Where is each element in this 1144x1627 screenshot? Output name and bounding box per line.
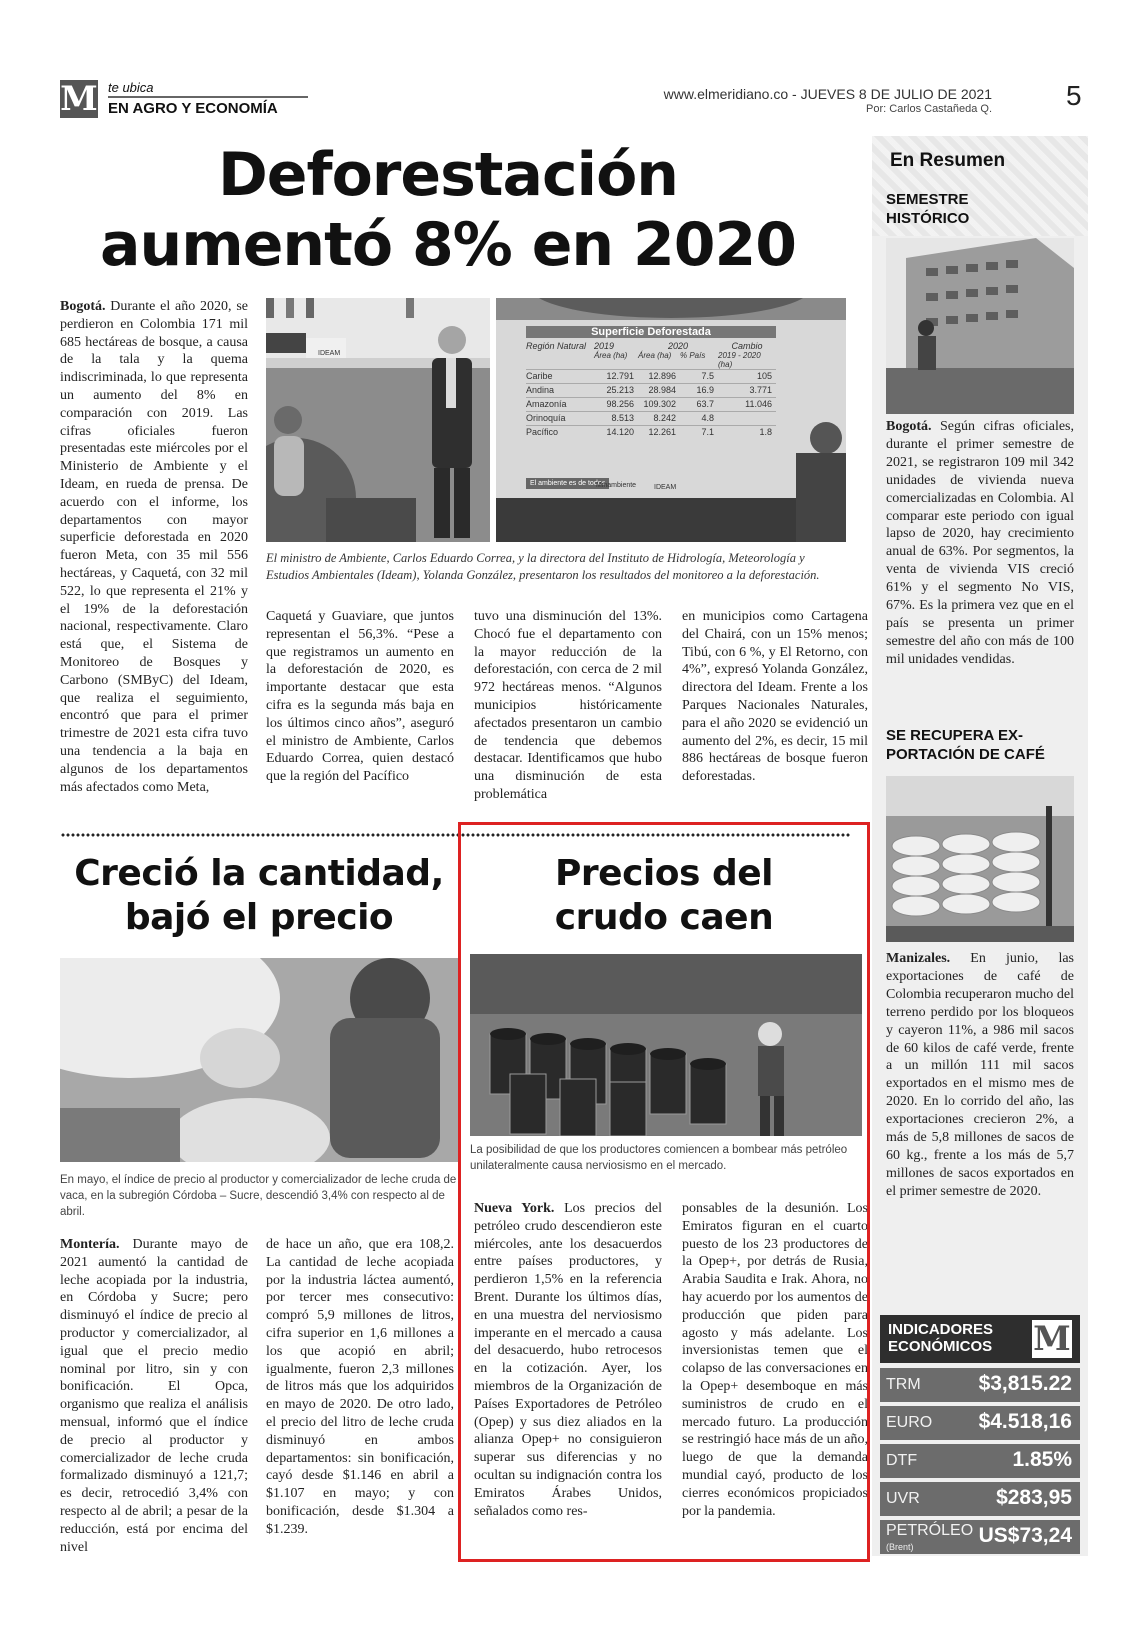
screen-table-cell: Pacífico bbox=[526, 427, 559, 437]
screen-table-cell: Andina bbox=[526, 385, 555, 395]
oil-story-col1-text: Los precios del petróleo crudo descendieron este miércoles, ante los desacuerdos entre países productores, y perdieron 1,5% en la referencia Brent. Durante los últimos días, en una muestra del nerviosismo imperante en el mercado a causa del desacuerdo, hubo retrocesos en la cotización. Ayer, los miembros de la Organización de Países Exportadores de Petróleo (Opep) y sus diez aliados en la alianza Opep+ no consiguieron superar sus diferencias y no ocultan su indignación contra los Emiratos Árabes Unidos, señalados como res- bbox=[474, 1201, 662, 1519]
sidebar-item1-body: Según cifras oficiales, durante el primer semestre de 2021, se registraron 109 mil 342 unidades de vivienda nueva comercializadas en Colombia. Al comparar este periodo con igual lapso de 2020, hay crecimiento anual de 63%. Por segmentos, la venta de vivienda VIS creció 61% y el segmento No VIS, 67%. Es la primera vez que en el país se presenta un primer semestre del año con más de 100 mil unidades vendidas. bbox=[886, 419, 1074, 667]
sidebar-item1-heading bbox=[886, 190, 969, 228]
sidebar-item2-body: En junio, las exportaciones de café de Colombia recuperaron mucho del terreno perdido por los bloqueos y cayeron 11%, a 986 mil sacos de 60 kilos de café verde, frente a un millón 111 mil sacos exportados en el mismo mes de 2020. En lo corrido del año, las exportaciones crecieron 2%, a más de 5,8 millones de sacos de 60 kg., frente a los más de 5,7 millones de sacos exportados en el primer semestre de 2020. bbox=[886, 951, 1074, 1199]
indicator-value: $283,95 bbox=[996, 1486, 1072, 1509]
section-rule bbox=[108, 96, 308, 98]
screen-table bbox=[526, 326, 776, 439]
milk-headline bbox=[60, 852, 458, 940]
screen-table-cell: 105 bbox=[756, 371, 772, 381]
milk-headline-line2: bajó el precio bbox=[124, 897, 394, 938]
podium-sign: IDEAM bbox=[318, 350, 341, 357]
screen-table-row bbox=[526, 369, 776, 383]
indicator-row bbox=[880, 1368, 1080, 1402]
indicator-label: UVR bbox=[886, 1490, 920, 1507]
indicator-value: US$73,24 bbox=[978, 1524, 1072, 1547]
col-2020: 2020 bbox=[667, 341, 689, 351]
screen-table-rows bbox=[526, 369, 776, 439]
screen-table-cell: 98.256 bbox=[606, 399, 634, 409]
sub-pais: % País bbox=[680, 351, 706, 360]
screen-table-subheader bbox=[526, 351, 776, 369]
screen-table-cell: 14.120 bbox=[606, 427, 634, 437]
photo-coffee-sacks bbox=[886, 776, 1074, 942]
sidebar-item2-heading-line2: PORTACIÓN DE CAFÉ bbox=[886, 746, 1045, 763]
screen-footer-mid: Minambiente bbox=[596, 482, 637, 489]
indicator-label: TRM bbox=[886, 1376, 921, 1393]
sidebar-item2-text bbox=[886, 950, 1074, 1201]
sidebar-item2-heading bbox=[886, 726, 1045, 764]
screen-table-header bbox=[526, 341, 776, 351]
screen-table-cell: 4.8 bbox=[701, 413, 714, 423]
screen-table-cell: 1.8 bbox=[759, 427, 772, 437]
sidebar-item1-text bbox=[886, 418, 1074, 669]
screen-table-row bbox=[526, 397, 776, 411]
site-and-date: www.elmeridiano.co - JUEVES 8 DE JULIO DE 2021 bbox=[663, 86, 992, 102]
indicator-value: $3,815.22 bbox=[978, 1372, 1072, 1395]
sidebar-item2-dateline: Manizales. bbox=[886, 951, 951, 966]
highlight-box bbox=[458, 822, 870, 1562]
main-photo-caption: El ministro de Ambiente, Carlos Eduardo Correa, y la directora del Instituto de Hidrología, Meteorología y Estudios Ambientales (Ideam), Yolanda González, presentaron los resultados del monitoreo a la deforestación. bbox=[266, 551, 820, 582]
oil-story-dateline: Nueva York. bbox=[474, 1201, 555, 1216]
screen-table-cell: 12.791 bbox=[606, 371, 634, 381]
screen-table-cell: 7.5 bbox=[701, 371, 714, 381]
screen-table-cell: 12.261 bbox=[648, 427, 676, 437]
indicators-title-line1: INDICADORES bbox=[888, 1321, 994, 1338]
screen-footer-left: El ambiente es de todos bbox=[526, 478, 609, 489]
indicator-label: EURO bbox=[886, 1414, 933, 1431]
screen-table-cell: 28.984 bbox=[648, 385, 676, 395]
indicators-title-line2: ECONÓMICOS bbox=[888, 1338, 993, 1355]
screen-table-cell: 3.771 bbox=[749, 385, 772, 395]
screen-table-cell bbox=[718, 412, 776, 425]
indicator-value: $4.518,16 bbox=[978, 1410, 1072, 1433]
photo-housing-construction bbox=[886, 238, 1074, 414]
main-story-col1 bbox=[60, 298, 248, 828]
indicator-row bbox=[880, 1482, 1080, 1516]
indicator-row bbox=[880, 1444, 1080, 1478]
housing-illustration bbox=[886, 238, 1074, 414]
milk-story-col1-text: Durante mayo de 2021 aumentó la cantidad de leche acopiada por la industria, en Córdoba y Sucre; pero disminuyó el índice de precio al productor y comercializador, al igual que el precio medio nominal por litro, sin y con bonificación. El Opca, organismo que realiza el análisis mensual, informó que el índice de precio al productor y comercializador de leche cruda formalizado disminuyó a 121,7; es decir, retrocedió 3,4% con respecto al de abril; a pesar de la reducción, está por encima del nivel bbox=[60, 1237, 248, 1555]
indicator-label: PETRÓLEO bbox=[886, 1522, 974, 1539]
indicator-label: DTF bbox=[886, 1452, 918, 1469]
screen-table-cell: Orinoquía bbox=[526, 413, 566, 423]
masthead-logo: M bbox=[60, 79, 98, 119]
page-number: 5 bbox=[1066, 80, 1082, 111]
oil-story-col2: ponsables de la desunión. Los Emiratos figuran en el cuarto puesto de los 23 productores de la Opep+, por detrás de Rusia, Arabia Saudita e Irak. Ahora, no hay acuerdo por los aumentos de producción que piden para agosto y más adelante. Los inversionistas temen que el colapso de las conversaciones en la Opep+ desemboque en más suministros de crudo en el mercado futuro. La producción se restringió hace más de un año, luego de que la demanda mundial cayó, producto de los cierres económicos propiciados por la pandemia. bbox=[682, 1201, 868, 1519]
main-story-col4: en municipios como Cartagena del Chairá, con un 15% menos; Tibú, con 6 %, y El Retorno, con 4%”, expresó Yolanda González, directora del Ideam. Frente a los Parques Nacionales Naturales, para el año 2020 se evidenció un aumento del 2%, es decir, 15 mil 886 hectáreas de bosque fueron deforestadas. bbox=[682, 609, 868, 785]
screen-table-title: Superficie Deforestada bbox=[526, 326, 776, 338]
screen-table-row bbox=[526, 411, 776, 425]
milk-story-dateline: Montería. bbox=[60, 1237, 120, 1252]
oil-photo-caption: La posibilidad de que los productores comiencen a bombear más petróleo unilateralmente causa nerviosismo en el mercado. bbox=[470, 1144, 848, 1172]
photo-deforestation-table bbox=[496, 298, 846, 542]
oil-headline-line2: crudo caen bbox=[554, 897, 774, 938]
sub-range: 2019 - 2020 (ha) bbox=[718, 351, 761, 369]
photo-milking bbox=[60, 958, 458, 1162]
main-headline-line1: Deforestación bbox=[217, 140, 679, 210]
main-headline bbox=[60, 140, 836, 280]
photo-press-conference bbox=[266, 298, 490, 542]
screen-footer-right: IDEAM bbox=[654, 484, 677, 491]
oil-headline-line1: Precios del bbox=[555, 853, 773, 894]
indicator-row bbox=[880, 1406, 1080, 1440]
col-region: Región Natural bbox=[526, 341, 587, 351]
indicator-value: 1.85% bbox=[1012, 1448, 1072, 1471]
main-story-dateline: Bogotá. bbox=[60, 299, 106, 314]
screen-table-cell: 12.896 bbox=[648, 371, 676, 381]
coffee-sacks-illustration bbox=[886, 776, 1074, 942]
indicator-row bbox=[880, 1520, 1080, 1554]
sub-area-2019: Área (ha) bbox=[594, 351, 628, 360]
indicator-sublabel: (Brent) bbox=[886, 1542, 914, 1552]
milk-headline-line1: Creció la cantidad, bbox=[74, 853, 444, 894]
byline: Por: Carlos Castañeda Q. bbox=[866, 103, 992, 115]
section-title: EN AGRO Y ECONOMÍA bbox=[108, 100, 278, 117]
milking-illustration bbox=[60, 958, 458, 1162]
screen-table-row bbox=[526, 425, 776, 439]
screen-table-cell: 25.213 bbox=[606, 385, 634, 395]
screen-table-cell: 16.9 bbox=[696, 385, 714, 395]
section-kicker: te ubica bbox=[108, 80, 154, 95]
press-conference-illustration bbox=[266, 298, 490, 542]
screen-table-cell: 109.302 bbox=[643, 399, 676, 409]
sidebar-item1-heading-line1: SEMESTRE bbox=[886, 191, 969, 208]
screen-table-row bbox=[526, 383, 776, 397]
sidebar-item2-heading-line1: SE RECUPERA EX- bbox=[886, 727, 1023, 744]
sub-area-2020: Área (ha) bbox=[638, 351, 672, 360]
col-cambio: Cambio bbox=[731, 341, 763, 351]
indicators-logo: M bbox=[1033, 1319, 1071, 1359]
milk-photo-caption: En mayo, el índice de precio al productor y comercializador de leche cruda de vaca, en la subregión Córdoba – Sucre, descendió 3,4% con respecto al de abril. bbox=[60, 1174, 457, 1218]
main-story-col1-text: Durante el año 2020, se perdieron en Colombia 171 mil 685 hectáreas de bosque, a causa de la tala y la quema indiscriminada, lo que representa un aumento del 8% en comparación con 2019. Las cifras oficiales fueron presentadas este miércoles por el Ministerio de Ambiente y el Ideam, en rueda de prensa. De acuerdo con el informe, los departamentos con mayor superficie deforestada en 2020 fueron Meta, con 35 mil 556 hectáreas, y Caquetá, con 32 mil 522, lo que representa el 21% y el 19% de la deforestación nacional, respectivamente. Claro está que, el Sistema de Monitoreo de Bosques y Carbono (SMByC) del Ideam, que realiza el seguimiento, encontró que para el primer trimestre de 2021 esta cifra tuvo una tendencia a la baja en algunos de los departamentos más afectados como Meta, bbox=[60, 299, 248, 795]
screen-table-cell: Amazonía bbox=[526, 399, 567, 409]
screen-table-cell: 7.1 bbox=[701, 427, 714, 437]
sidebar-item1-dateline: Bogotá. bbox=[886, 419, 932, 434]
col-2019: 2019 bbox=[594, 341, 615, 351]
main-headline-line2: aumentó 8% en 2020 bbox=[100, 210, 796, 280]
screen-table-cell: 11.046 bbox=[745, 399, 772, 409]
screen-table-cell: 8.513 bbox=[611, 413, 634, 423]
screen-table-cell: 8.242 bbox=[653, 413, 676, 423]
sidebar-title: En Resumen bbox=[890, 150, 1006, 171]
milk-story-col2: de hace un año, que era 108,2. La cantidad de leche acopiada por la industria láctea aumentó, por tercer mes consecutivo: compró 5,9 millones de litros, cifra superior en 1,6 millones a los que acopió en abril; igualmente, fueron 2,3 millones de litros más que los adquiridos en mayo de 2020. De otro lado, el precio del litro de leche cruda disminuyó en ambos departamentos: sin bonificación, cayó desde $1.146 en abril a $1.107 en mayo; y con bonificación, desde $1.304 a $1.239. bbox=[266, 1237, 454, 1537]
main-story-col2: Caquetá y Guaviare, que juntos representan el 56,3%. “Pese a que registramos un aumento en la deforestación de 2020, es importante destacar que esta cifra es la segunda más baja en los últimos cinco años”, aseguró el ministro de Ambiente, Carlos Eduardo Correa, quien destacó que la región del Pacífico bbox=[266, 609, 454, 785]
main-story-col3: tuvo una disminución del 13%. Chocó fue el departamento con la mayor reducción de la deforestación, con cerca de 2 mil 972 hectáreas menos. “Algunos municipios históricamente afectados presentaron un cambio de tendencia que debemos destacar. Identificamos que hubo una disminución de esta problemática bbox=[474, 609, 662, 802]
screen-table-cell: 63.7 bbox=[696, 399, 714, 409]
screen-table-cell: Caribe bbox=[526, 371, 553, 381]
milk-story-col1 bbox=[60, 1236, 248, 1561]
sidebar-item1-heading-line2: HISTÓRICO bbox=[886, 210, 970, 227]
